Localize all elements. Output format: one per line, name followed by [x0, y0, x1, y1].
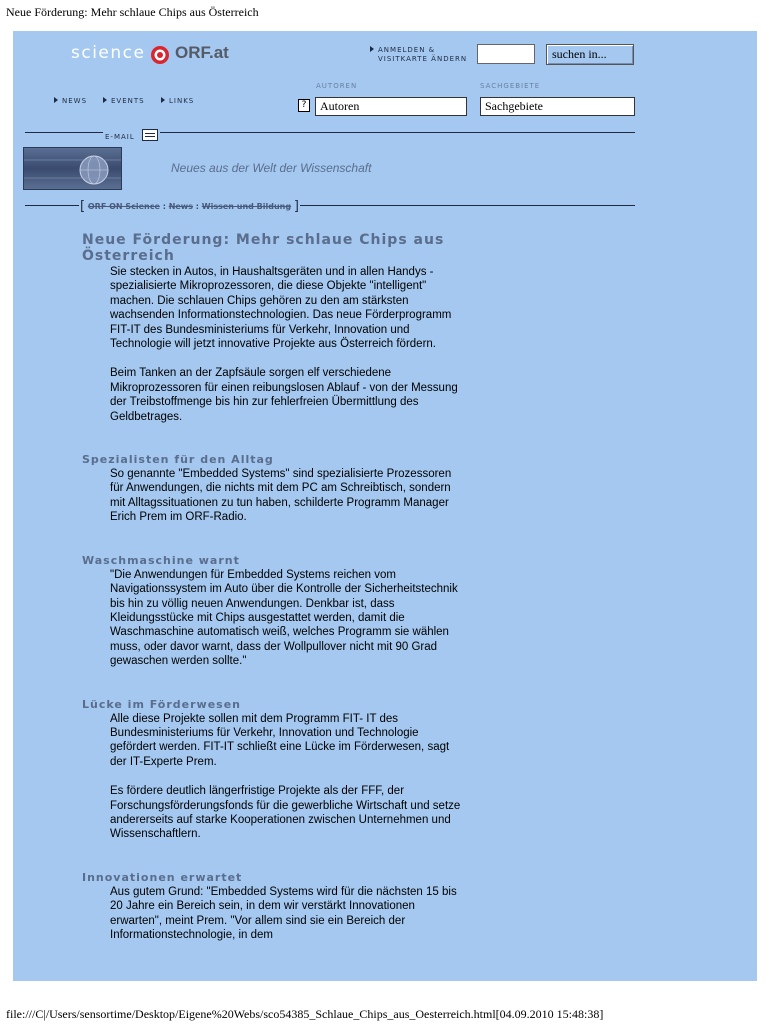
autoren-label: AUTOREN: [316, 82, 358, 90]
arrow-icon: [161, 97, 165, 103]
login-link[interactable]: [370, 46, 467, 64]
tagline: Neues aus der Welt der Wissenschaft: [171, 161, 372, 175]
section-heading: Lücke im Förderwesen: [82, 697, 242, 711]
section-heading: Innovationen erwartet: [82, 870, 243, 884]
nav-links[interactable]: [161, 97, 194, 105]
nav-events[interactable]: [103, 97, 145, 105]
bracket-open: [: [80, 199, 86, 214]
document-title: Neue Förderung: Mehr schlaue Chips aus Österreich: [6, 5, 259, 19]
document-footer: file:///C|/Users/sensortime/Desktop/Eigene%20Webs/sco54385_Schlaue_Chips_aus_Oesterreich.html[04.09.2010 15:48:38]: [6, 1007, 604, 1021]
sachgebiete-label: SACHGEBIETE: [480, 82, 541, 90]
arrow-icon: [370, 46, 374, 52]
page-panel: [13, 31, 757, 981]
section-heading: Waschmaschine warnt: [82, 553, 240, 567]
logo-orf-text: ORF.at: [175, 43, 229, 62]
search-in-button[interactable]: suchen in...: [546, 44, 634, 65]
nav-events-label: EVENTS: [111, 97, 145, 105]
nav-links-label: LINKS: [169, 97, 195, 105]
nav-news-label: NEWS: [62, 97, 88, 105]
article-headline: Neue Förderung: Mehr schlaue Chips aus Österreich: [82, 232, 445, 264]
article-paragraph: Alle diese Projekte sollen mit dem Programm FIT- IT des Bundesministeriums für Verkehr, Innovation und Technologie gefördert werden. FIT-IT schließt eine Lücke im Förderwesen, sagt der IT-Experte Prem.: [110, 712, 450, 768]
breadcrumb-separator: :: [192, 202, 202, 211]
help-icon[interactable]: ?: [298, 99, 310, 112]
article-body: [82, 265, 462, 957]
autoren-select[interactable]: Autoren: [315, 97, 467, 116]
article-paragraph: So genannte "Embedded Systems" sind spezialisierte Prozessoren für Anwendungen, die nichts mit dem PC am Schreibtisch, sondern mit Alltagssituationen zu tun haben, schilderte Programm Manager Erich Prem im ORF-Radio.: [110, 468, 452, 524]
mail-icon: [142, 129, 158, 141]
article-paragraph: Aus gutem Grund: "Embedded Systems wird für die nächsten 15 bis 20 Jahre ein Bereich sein, in dem wir verstärkt Innovationen erwarten", meint Prem. "Vor allem sind sie ein Bereich der Informationstechnologie, in dem: [110, 885, 457, 941]
login-line2: VISITKARTE ÄNDERN: [378, 55, 468, 63]
article-paragraph: Beim Tanken an der Zapfsäule sorgen elf verschiedene Mikroprozessoren für einen reibungslosen Ablauf - von der Messung der Treibstoffmenge bis hin zur fehlerfreien Übermittlung des Geldbetrages.: [110, 367, 458, 423]
nav-news[interactable]: [54, 97, 87, 105]
sachgebiete-select[interactable]: Sachgebiete: [480, 97, 635, 116]
breadcrumb: [79, 199, 300, 214]
section-heading: Spezialisten für den Alltag: [82, 453, 274, 467]
bracket-close: ]: [293, 199, 299, 214]
arrow-icon: [103, 97, 107, 103]
article-paragraph: Sie stecken in Autos, in Haushaltsgeräten und in allen Handys - spezialisierte Mikroprozessoren, die diese Objekte "intelligent" machen. Die schlauen Chips gehören zu den am stärksten wachsenden Informationstechnologien. Das neue Förderprogramm FIT-IT des Bundesministeriums für Verkehr, Innovation und Technologie will jetzt innovative Projekte aus Österreich fördern.: [110, 266, 452, 351]
breadcrumb-separator: :: [159, 202, 169, 211]
breadcrumb-orf-on-science[interactable]: ORF ON Science: [87, 202, 160, 211]
article-paragraph: "Die Anwendungen für Embedded Systems reichen vom Navigationssystem im Auto über die Kontrolle der Sicherheitstechnik bis hin zu völlig neuen Anwendungen. Denkbar ist, dass Kleidungsstücke mit Chips ausgestattet werden, damit die Waschmaschine automatisch weiß, welches Programm sie wählen muss, oder davor warnt, dass der Wollpullover nicht mit 90 Grad gewaschen werden sollte.": [110, 568, 458, 668]
orf-target-icon: [150, 45, 170, 65]
globe-banner-image: [23, 147, 122, 190]
login-line1: ANMELDEN &: [378, 46, 436, 54]
email-label: E-MAIL: [105, 133, 135, 141]
arrow-icon: [54, 97, 58, 103]
breadcrumb-news[interactable]: News: [168, 202, 193, 211]
search-input[interactable]: [477, 44, 535, 64]
article-paragraph: Es fördere deutlich längerfristige Projekte als der FFF, der Forschungsförderungsfonds für die gewerbliche Wirtschaft und setze andererseits auf starke Kooperationen zwischen Unternehmen und Wissenschaftlern.: [110, 785, 461, 841]
logo-science-text: science: [71, 43, 146, 63]
email-link[interactable]: [103, 126, 160, 144]
breadcrumb-wissen-und-bildung[interactable]: Wissen und Bildung: [201, 202, 292, 211]
